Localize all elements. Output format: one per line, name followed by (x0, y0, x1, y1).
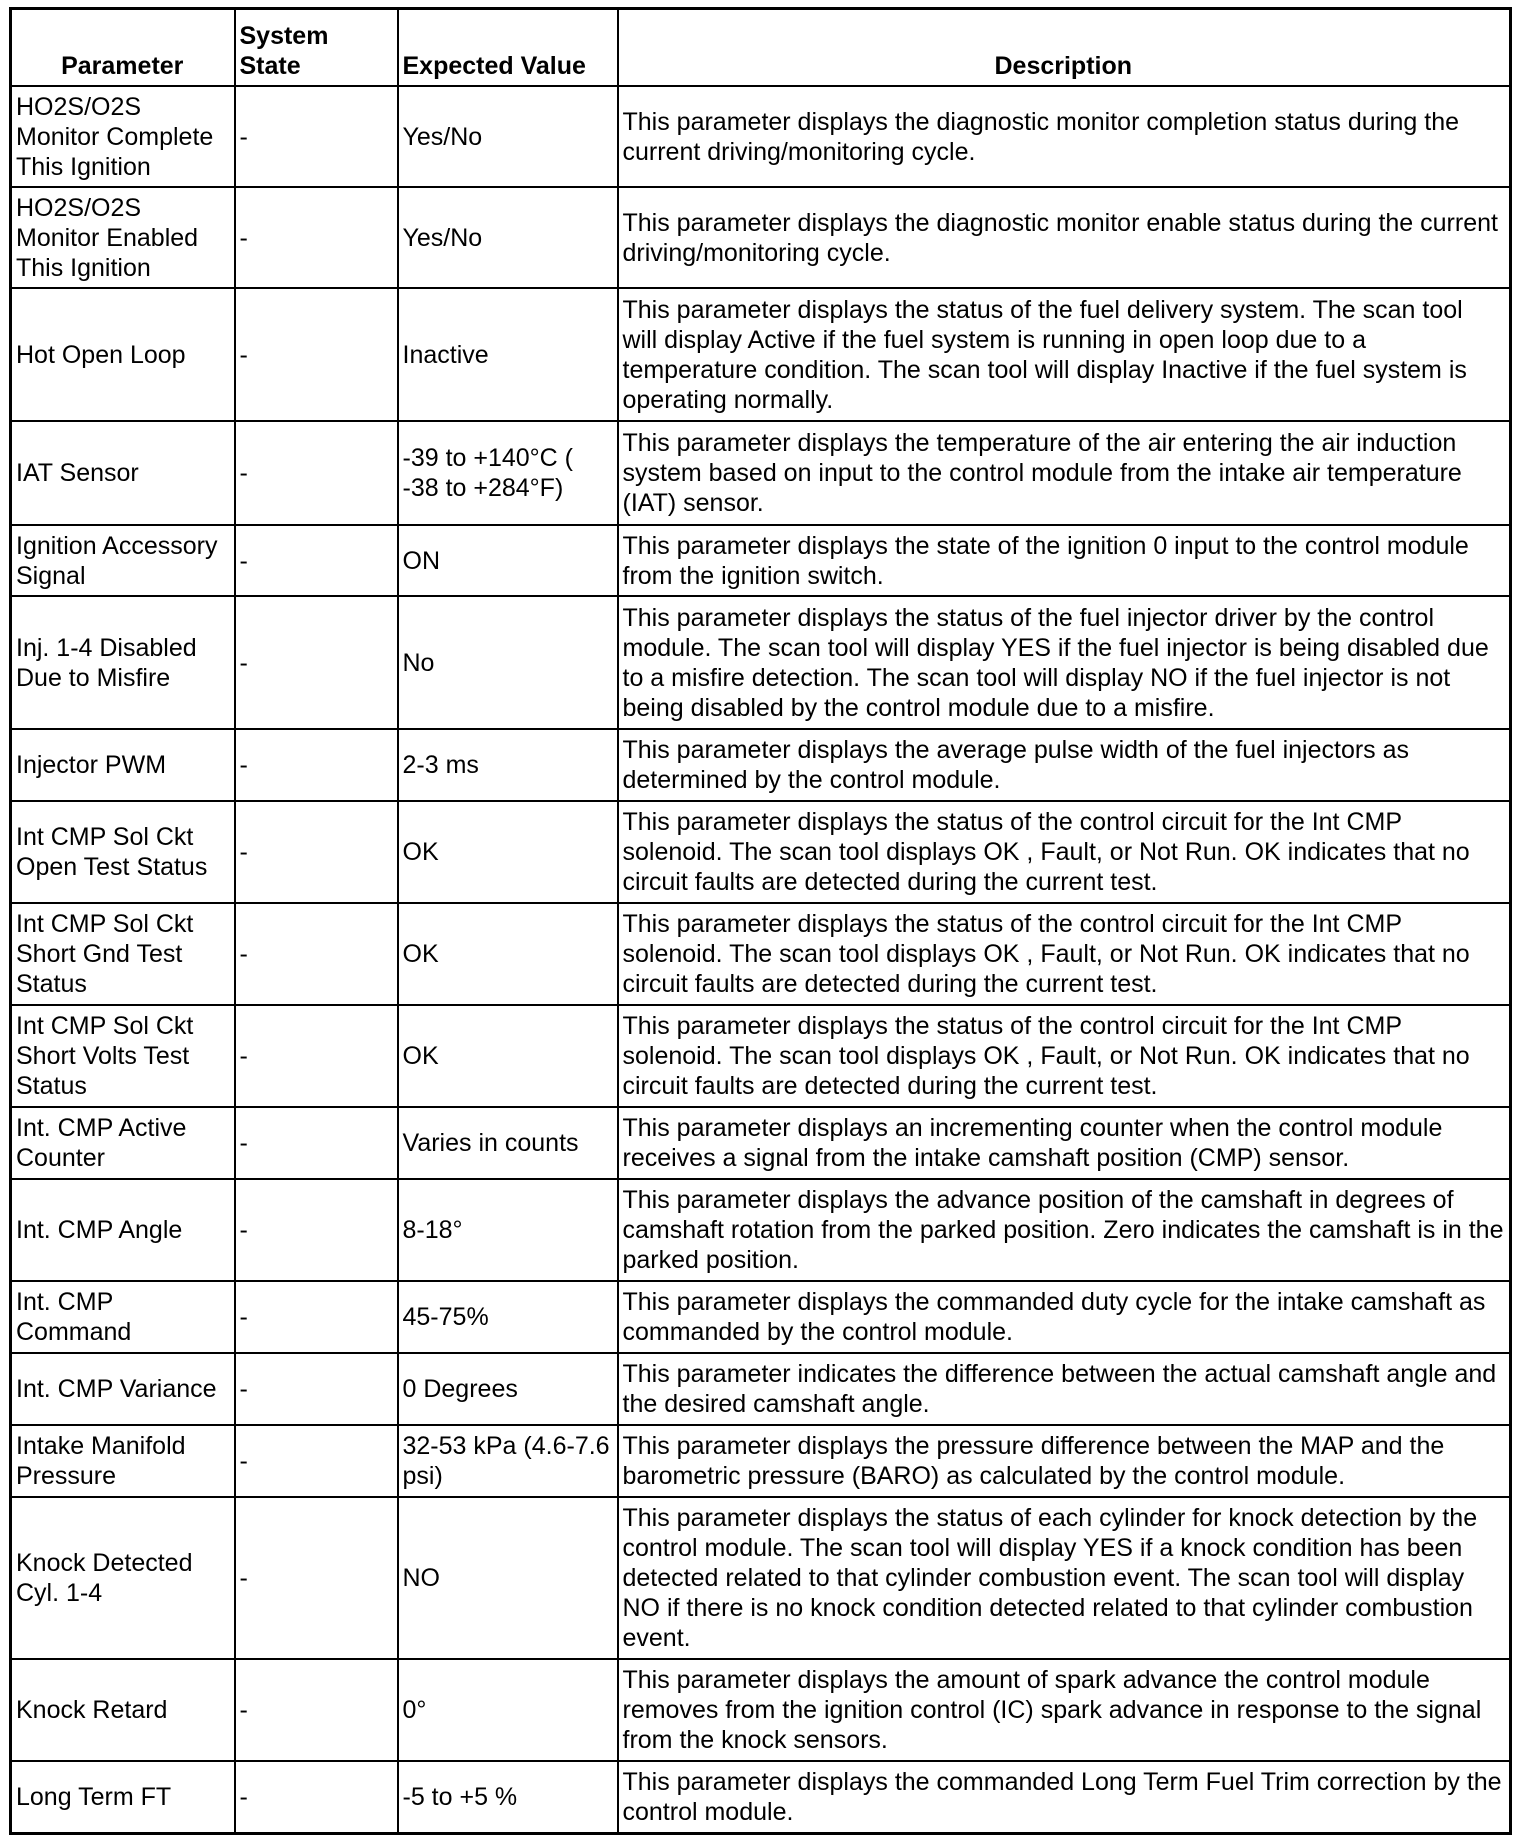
cell-expected-value: 8-18° (398, 1179, 618, 1281)
table-row (11, 729, 1511, 801)
cell-description: This parameter displays the status of each cylinder for knock detection by the control module. The scan tool will display YES if a knock condition has been detected related to that cylinder combustion event. The scan tool will display NO if there is no knock condition detected related to that cylinder combustion event. (618, 1497, 1511, 1659)
table-row (11, 1659, 1511, 1761)
cell-parameter: Int. CMP Variance (11, 1353, 235, 1425)
cell-expected-value: -39 to +140°C ( -38 to +284°F) (398, 421, 618, 525)
table-row (11, 1005, 1511, 1107)
table-row (11, 86, 1511, 187)
cell-expected-value: 0° (398, 1659, 618, 1761)
cell-system-state: - (235, 1005, 398, 1107)
cell-system-state: - (235, 288, 398, 421)
cell-expected-value: 0 Degrees (398, 1353, 618, 1425)
cell-parameter: Int CMP Sol Ckt Open Test Status (11, 801, 235, 903)
cell-parameter: Intake Manifold Pressure (11, 1425, 235, 1497)
cell-system-state: - (235, 1281, 398, 1353)
table-row (11, 1353, 1511, 1425)
cell-expected-value: No (398, 596, 618, 729)
cell-description: This parameter displays the commanded duty cycle for the intake camshaft as commanded by the control module. (618, 1281, 1511, 1353)
cell-parameter: IAT Sensor (11, 421, 235, 525)
cell-system-state: - (235, 596, 398, 729)
cell-expected-value: OK (398, 903, 618, 1005)
cell-description: This parameter displays the status of the control circuit for the Int CMP solenoid. The scan tool displays OK , Fault, or Not Run. OK indicates that no circuit faults are detected during the current test. (618, 903, 1511, 1005)
cell-system-state: - (235, 1659, 398, 1761)
cell-description: This parameter displays the average pulse width of the fuel injectors as determined by the control module. (618, 729, 1511, 801)
cell-expected-value: Varies in counts (398, 1107, 618, 1179)
cell-system-state: - (235, 421, 398, 525)
cell-parameter: Inj. 1-4 Disabled Due to Misfire (11, 596, 235, 729)
cell-system-state: - (235, 903, 398, 1005)
cell-system-state: - (235, 1353, 398, 1425)
table-row (11, 801, 1511, 903)
cell-expected-value: NO (398, 1497, 618, 1659)
cell-expected-value: Inactive (398, 288, 618, 421)
cell-parameter: Knock Detected Cyl. 1-4 (11, 1497, 235, 1659)
table-row (11, 187, 1511, 288)
cell-parameter: Int. CMP Angle (11, 1179, 235, 1281)
cell-parameter: Hot Open Loop (11, 288, 235, 421)
table-row (11, 1179, 1511, 1281)
cell-description: This parameter displays the diagnostic monitor enable status during the current driving/monitoring cycle. (618, 187, 1511, 288)
cell-parameter: Int. CMP Active Counter (11, 1107, 235, 1179)
cell-system-state: - (235, 1761, 398, 1833)
cell-expected-value: 2-3 ms (398, 729, 618, 801)
cell-description: This parameter displays the diagnostic monitor completion status during the current driving/monitoring cycle. (618, 86, 1511, 187)
cell-system-state: - (235, 1179, 398, 1281)
cell-description: This parameter displays the commanded Long Term Fuel Trim correction by the control module. (618, 1761, 1511, 1833)
cell-description: This parameter displays an incrementing counter when the control module receives a signal from the intake camshaft position (CMP) sensor. (618, 1107, 1511, 1179)
cell-expected-value: 45-75% (398, 1281, 618, 1353)
cell-description: This parameter displays the temperature of the air entering the air induction system based on input to the control module from the intake air temperature (IAT) sensor. (618, 421, 1511, 525)
table-row (11, 903, 1511, 1005)
cell-description: This parameter displays the status of the control circuit for the Int CMP solenoid. The scan tool displays OK , Fault, or Not Run. OK indicates that no circuit faults are detected during the current test. (618, 801, 1511, 903)
table-body (11, 86, 1511, 1833)
table-header (11, 9, 1511, 87)
table-row (11, 1761, 1511, 1833)
cell-description: This parameter displays the status of the fuel injector driver by the control module. The scan tool will display YES if the fuel injector is being disabled due to a misfire detection. The scan tool will display NO if the fuel injector is not being disabled by the control module due to a misfire. (618, 596, 1511, 729)
cell-description: This parameter indicates the difference between the actual camshaft angle and the desired camshaft angle. (618, 1353, 1511, 1425)
table-row (11, 421, 1511, 525)
header-row (11, 9, 1511, 87)
header-expected-value: Expected Value (398, 9, 618, 87)
table-row (11, 596, 1511, 729)
parameter-table (9, 7, 1512, 1835)
cell-parameter: Int CMP Sol Ckt Short Gnd Test Status (11, 903, 235, 1005)
cell-parameter: Int CMP Sol Ckt Short Volts Test Status (11, 1005, 235, 1107)
cell-expected-value: Yes/No (398, 187, 618, 288)
table-row (11, 1107, 1511, 1179)
cell-description: This parameter displays the status of the control circuit for the Int CMP solenoid. The scan tool displays OK , Fault, or Not Run. OK indicates that no circuit faults are detected during the current test. (618, 1005, 1511, 1107)
cell-parameter: Knock Retard (11, 1659, 235, 1761)
cell-system-state: - (235, 801, 398, 903)
cell-description: This parameter displays the status of the fuel delivery system. The scan tool will display Active if the fuel system is running in open loop due to a temperature condition. The scan tool will display Inactive if the fuel system is operating normally. (618, 288, 1511, 421)
cell-description: This parameter displays the pressure difference between the MAP and the barometric pressure (BARO) as calculated by the control module. (618, 1425, 1511, 1497)
cell-system-state: - (235, 525, 398, 596)
cell-expected-value: OK (398, 801, 618, 903)
cell-description: This parameter displays the state of the ignition 0 input to the control module from the ignition switch. (618, 525, 1511, 596)
cell-system-state: - (235, 1497, 398, 1659)
cell-parameter: Long Term FT (11, 1761, 235, 1833)
cell-expected-value: ON (398, 525, 618, 596)
table-row (11, 525, 1511, 596)
header-parameter: Parameter (11, 9, 235, 87)
cell-system-state: - (235, 86, 398, 187)
cell-parameter: Int. CMP Command (11, 1281, 235, 1353)
cell-description: This parameter displays the advance position of the camshaft in degrees of camshaft rotation from the parked position. Zero indicates the camshaft is in the parked position. (618, 1179, 1511, 1281)
parameter-table-container (9, 7, 1509, 1835)
cell-expected-value: OK (398, 1005, 618, 1107)
table-row (11, 1425, 1511, 1497)
cell-expected-value: Yes/No (398, 86, 618, 187)
cell-system-state: - (235, 729, 398, 801)
header-system-state: System State (235, 9, 398, 87)
cell-system-state: - (235, 1107, 398, 1179)
table-row (11, 1497, 1511, 1659)
cell-parameter: Injector PWM (11, 729, 235, 801)
cell-expected-value: -5 to +5 % (398, 1761, 618, 1833)
table-row (11, 1281, 1511, 1353)
cell-parameter: Ignition Accessory Signal (11, 525, 235, 596)
cell-system-state: - (235, 1425, 398, 1497)
cell-system-state: - (235, 187, 398, 288)
cell-expected-value: 32-53 kPa (4.6-7.6 psi) (398, 1425, 618, 1497)
header-description: Description (618, 9, 1511, 87)
table-row (11, 288, 1511, 421)
cell-parameter: HO2S/O2S Monitor Enabled This Ignition (11, 187, 235, 288)
cell-description: This parameter displays the amount of spark advance the control module removes from the ignition control (IC) spark advance in response to the signal from the knock sensors. (618, 1659, 1511, 1761)
cell-parameter: HO2S/O2S Monitor Complete This Ignition (11, 86, 235, 187)
